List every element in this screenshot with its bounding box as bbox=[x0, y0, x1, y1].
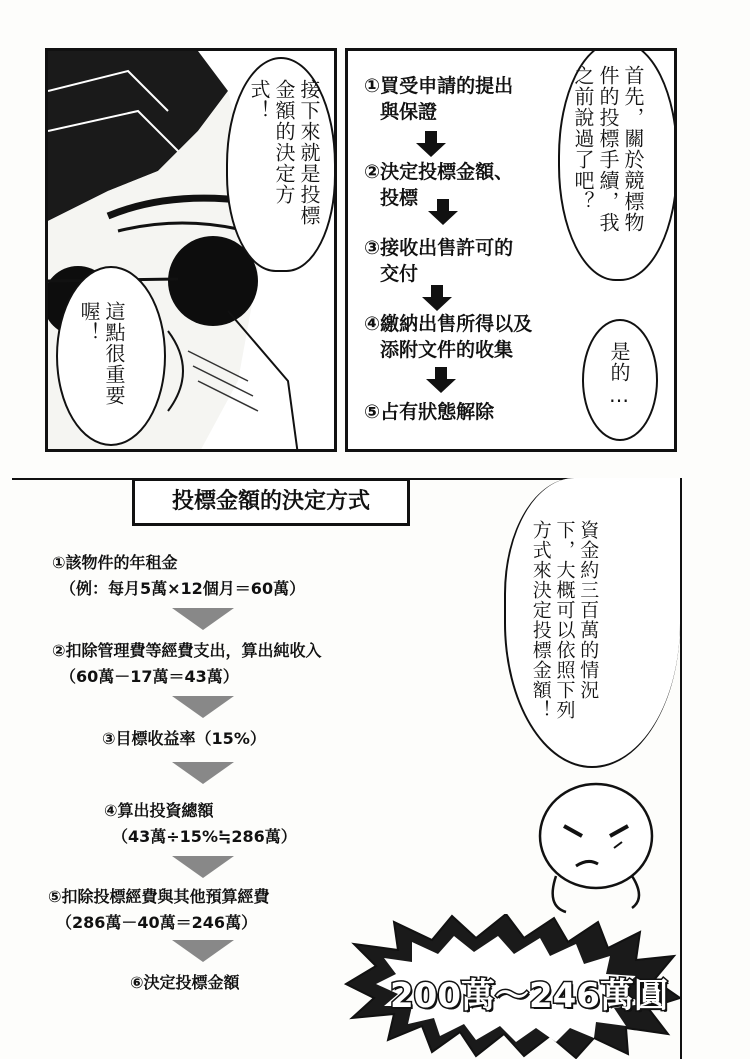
speech-text-lower: 這點很重要喔！ bbox=[77, 301, 126, 406]
flow-step-2-detail: （60萬－17萬＝43萬） bbox=[60, 667, 239, 686]
triangle-down-icon bbox=[172, 856, 234, 878]
flow-step-2-label: ②扣除管理費等經費支出，算出純收入 bbox=[52, 641, 322, 660]
flow-step-4-label: ④算出投資總額 bbox=[104, 801, 214, 820]
page-title: 投標金額的決定方式 bbox=[132, 478, 410, 526]
step-3-label: ③接收出售許可的 bbox=[364, 237, 514, 259]
step-4-label: ④繳納出售所得以及 bbox=[364, 313, 533, 335]
flow-step-3-label: ③目標收益率（15%） bbox=[102, 729, 266, 748]
arrow-down-icon bbox=[416, 131, 446, 157]
arrow-down-icon bbox=[426, 367, 456, 393]
panel-character-closeup bbox=[45, 48, 337, 452]
step-5-label: ⑤占有狀態解除 bbox=[364, 401, 495, 423]
step-1-cont: 與保證 bbox=[380, 101, 438, 123]
arrow-down-icon bbox=[428, 199, 458, 225]
flow-step-1-detail: （例：每月5萬×12個月＝60萬） bbox=[60, 579, 306, 598]
step-4-cont: 添附文件的收集 bbox=[380, 339, 514, 361]
speech-text-question: 首先，關於競標物件的投標手續，我之前說過了吧？ bbox=[571, 65, 645, 233]
result-amount: 200萬～246萬圓 bbox=[390, 976, 668, 1016]
triangle-down-icon bbox=[172, 696, 234, 718]
arrow-down-icon bbox=[422, 285, 452, 311]
speech-text-upper: 接下來就是投標金額的決定方式！ bbox=[247, 79, 321, 226]
step-3-cont: 交付 bbox=[380, 263, 419, 285]
triangle-down-icon bbox=[172, 940, 234, 962]
panel-procedure-steps bbox=[345, 48, 677, 452]
flow-step-1-label: ①該物件的年租金 bbox=[52, 553, 178, 572]
flow-step-6-label: ⑥決定投標金額 bbox=[130, 973, 240, 992]
speech-text-explanation: 資金約三百萬的情況下，大概可以依照下列方式來決定投標金額！ bbox=[529, 520, 600, 720]
triangle-down-icon bbox=[172, 608, 234, 630]
flow-step-5-label: ⑤扣除投標經費與其他預算經費 bbox=[48, 887, 270, 906]
triangle-down-icon bbox=[172, 762, 234, 784]
flow-step-4-detail: （43萬÷15%≒286萬） bbox=[112, 827, 297, 846]
step-1-label: ①買受申請的提出 bbox=[364, 75, 514, 97]
character-small-illustration bbox=[536, 776, 658, 914]
flow-step-5-detail: （286萬－40萬＝246萬） bbox=[56, 913, 258, 932]
step-2-label: ②決定投標金額、 bbox=[364, 161, 514, 183]
step-2-cont: 投標 bbox=[380, 187, 419, 209]
speech-text-answer: 是的… bbox=[607, 341, 631, 408]
